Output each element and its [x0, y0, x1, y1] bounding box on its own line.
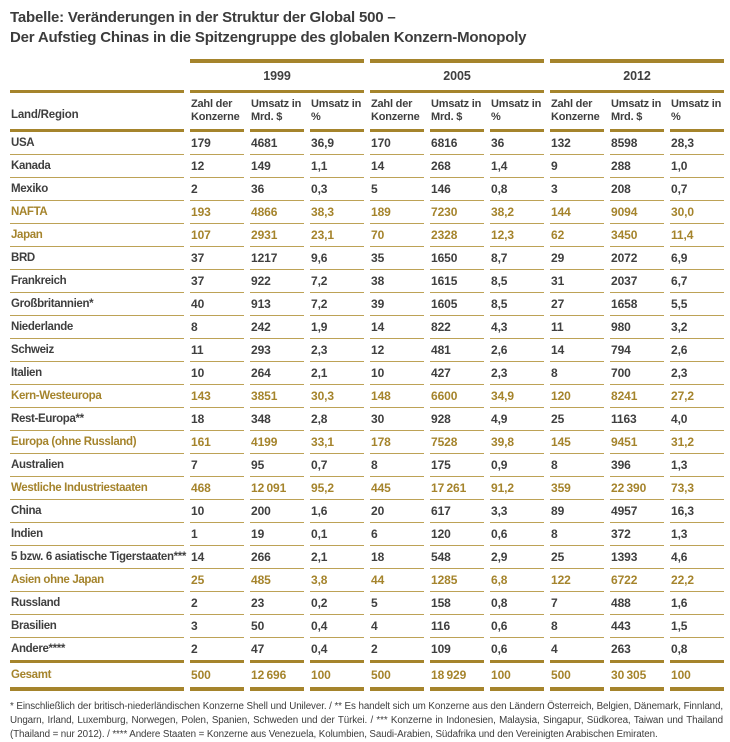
- cell-value: 1658: [610, 293, 664, 316]
- column-header-zahl-2012: Zahl der Konzerne: [550, 93, 604, 132]
- table-row: [10, 523, 724, 546]
- cell-value: 0,8: [490, 592, 544, 615]
- cell-value: 30: [370, 408, 424, 431]
- cell-value: 372: [610, 523, 664, 546]
- cell-value: 1650: [430, 247, 484, 270]
- cell-value: 2,3: [490, 362, 544, 385]
- cell-value: 2,3: [670, 362, 724, 385]
- cell-value: 548: [430, 546, 484, 569]
- table-row: [10, 569, 724, 592]
- cell-value: 1,3: [670, 454, 724, 477]
- cell-value: 0,1: [310, 523, 364, 546]
- cell-value: 14: [550, 339, 604, 362]
- cell-value: 6600: [430, 385, 484, 408]
- cell-value: 18: [370, 546, 424, 569]
- cell-value: 9,6: [310, 247, 364, 270]
- cell-value: 427: [430, 362, 484, 385]
- cell-value: 89: [550, 500, 604, 523]
- cell-value: 1,6: [310, 500, 364, 523]
- cell-value: 29: [550, 247, 604, 270]
- cell-value: 30,3: [310, 385, 364, 408]
- cell-value: 70: [370, 224, 424, 247]
- cell-value: 7: [190, 454, 244, 477]
- row-label: USA: [10, 132, 184, 155]
- cell-value: 2: [190, 592, 244, 615]
- cell-value: 8: [550, 362, 604, 385]
- cell-value: 37: [190, 247, 244, 270]
- cell-value: 2,6: [670, 339, 724, 362]
- cell-value: 3,2: [670, 316, 724, 339]
- cell-value: 120: [430, 523, 484, 546]
- cell-value: 1393: [610, 546, 664, 569]
- row-label: Kanada: [10, 155, 184, 178]
- cell-value: 0,9: [490, 454, 544, 477]
- row-label: Russland: [10, 592, 184, 615]
- table-row: [10, 500, 724, 523]
- cell-value: 2: [191, 641, 198, 656]
- cell-value: 4,6: [670, 546, 724, 569]
- global500-table: [4, 59, 730, 691]
- cell-value: 179: [190, 132, 244, 155]
- cell-value: 23,1: [310, 224, 364, 247]
- table-row: [10, 224, 724, 247]
- cell-value: 0,4: [311, 641, 328, 656]
- cell-value: 3450: [610, 224, 664, 247]
- cell-value: 3851: [250, 385, 304, 408]
- cell-value: 6816: [430, 132, 484, 155]
- cell-value: 7: [550, 592, 604, 615]
- cell-value: 62: [550, 224, 604, 247]
- cell-value: 3: [190, 615, 244, 638]
- cell-value: 30 305: [610, 660, 664, 691]
- cell-value: 0,2: [310, 592, 364, 615]
- row-label: Großbritannien*: [10, 293, 184, 316]
- cell-value: 8: [550, 615, 604, 638]
- cell-value: 4866: [250, 201, 304, 224]
- cell-value: 16,3: [670, 500, 724, 523]
- cell-value: 22 390: [610, 477, 664, 500]
- cell-value: 0,8: [671, 641, 688, 656]
- cell-value: 30,0: [670, 201, 724, 224]
- cell-value: 2,3: [310, 339, 364, 362]
- table-row: [10, 592, 724, 615]
- cell-value: 95,2: [310, 477, 364, 500]
- cell-value: 27: [550, 293, 604, 316]
- cell-value: 143: [190, 385, 244, 408]
- cell-value: 5,5: [670, 293, 724, 316]
- cell-value: 178: [370, 431, 424, 454]
- cell-value: 2,1: [310, 362, 364, 385]
- cell-value: 3: [550, 178, 604, 201]
- cell-value: 980: [610, 316, 664, 339]
- row-label: Niederlande: [10, 316, 184, 339]
- table-row: [10, 201, 724, 224]
- cell-value: 500: [550, 660, 604, 691]
- subheader-row: [10, 93, 724, 132]
- table-row: [10, 247, 724, 270]
- table-row: [10, 477, 724, 500]
- cell-value: 47: [251, 641, 265, 656]
- cell-value: 107: [190, 224, 244, 247]
- cell-value: 2931: [250, 224, 304, 247]
- year-header-row: [10, 59, 724, 93]
- cell-value: 11,4: [670, 224, 724, 247]
- cell-value: 31,2: [670, 431, 724, 454]
- cell-value: 39: [370, 293, 424, 316]
- row-label: Andere****: [11, 642, 66, 655]
- cell-value: 1,0: [670, 155, 724, 178]
- cell-value: 36: [490, 132, 544, 155]
- table-row: [10, 362, 724, 385]
- cell-value: 18: [190, 408, 244, 431]
- cell-value: 175: [430, 454, 484, 477]
- table-row: [10, 454, 724, 477]
- cell-value: 10: [370, 362, 424, 385]
- table-row: [10, 615, 724, 638]
- cell-value: 17 261: [430, 477, 484, 500]
- cell-value: 1615: [430, 270, 484, 293]
- cell-value: 4957: [610, 500, 664, 523]
- cell-value: 116: [430, 615, 484, 638]
- cell-value: 263: [611, 641, 631, 656]
- cell-value: 161: [190, 431, 244, 454]
- cell-value: 144: [550, 201, 604, 224]
- cell-value: 12: [370, 339, 424, 362]
- cell-value: 132: [550, 132, 604, 155]
- cell-value: 10: [190, 362, 244, 385]
- cell-value: 7528: [430, 431, 484, 454]
- cell-value: 617: [430, 500, 484, 523]
- cell-value: 0,3: [310, 178, 364, 201]
- column-header-zahl-2005: Zahl der Konzerne: [370, 93, 424, 132]
- year-header-1999: 1999: [190, 59, 364, 93]
- cell-value: 146: [430, 178, 484, 201]
- cell-value: 443: [610, 615, 664, 638]
- cell-value: 11: [190, 339, 244, 362]
- cell-value: 6722: [610, 569, 664, 592]
- cell-value: 91,2: [490, 477, 544, 500]
- row-label: Mexiko: [10, 178, 184, 201]
- cell-value: 8,7: [490, 247, 544, 270]
- cell-value: 2328: [430, 224, 484, 247]
- cell-value: 73,3: [670, 477, 724, 500]
- cell-value: 8,5: [490, 270, 544, 293]
- table-row: [10, 339, 724, 362]
- cell-value: 39,8: [490, 431, 544, 454]
- cell-value: 1,9: [310, 316, 364, 339]
- cell-value: 22,2: [670, 569, 724, 592]
- cell-value: 120: [550, 385, 604, 408]
- cell-value: 8: [190, 316, 244, 339]
- cell-value: 266: [250, 546, 304, 569]
- cell-value: 1163: [610, 408, 664, 431]
- cell-value: 264: [250, 362, 304, 385]
- cell-value: 12 091: [250, 477, 304, 500]
- cell-value: 7,2: [310, 293, 364, 316]
- table-row: [10, 660, 724, 691]
- cell-value: 25: [190, 569, 244, 592]
- cell-value: 8: [370, 454, 424, 477]
- cell-value: 33,1: [310, 431, 364, 454]
- table-row: [10, 132, 724, 155]
- cell-value: 100: [310, 660, 364, 691]
- cell-value: 500: [190, 660, 244, 691]
- cell-value: 170: [370, 132, 424, 155]
- cell-value: 4: [370, 615, 424, 638]
- cell-value: 193: [190, 201, 244, 224]
- cell-value: 1: [190, 523, 244, 546]
- row-label: Indien: [10, 523, 184, 546]
- cell-value: 2: [190, 178, 244, 201]
- column-header-umsatz-mrd-1999: Umsatz in Mrd. $: [250, 93, 304, 132]
- table-row: [10, 385, 724, 408]
- cell-value: 5: [370, 592, 424, 615]
- cell-value: 38: [370, 270, 424, 293]
- row-label: Italien: [10, 362, 184, 385]
- cell-value: 37: [190, 270, 244, 293]
- year-header-2005: 2005: [370, 59, 544, 93]
- corner-cell: [10, 59, 184, 93]
- column-header-umsatz-pct-1999: Umsatz in %: [310, 93, 364, 132]
- cell-value: 20: [370, 500, 424, 523]
- cell-value: 27,2: [670, 385, 724, 408]
- cell-value: 208: [610, 178, 664, 201]
- cell-value: 242: [250, 316, 304, 339]
- cell-value: 25: [550, 546, 604, 569]
- cell-value: 913: [250, 293, 304, 316]
- cell-value: 109: [431, 641, 451, 656]
- cell-value: 12: [190, 155, 244, 178]
- cell-value: 23: [250, 592, 304, 615]
- cell-value: 4: [551, 641, 558, 656]
- cell-value: 8: [550, 523, 604, 546]
- row-label: Rest-Europa**: [10, 408, 184, 431]
- cell-value: 445: [370, 477, 424, 500]
- cell-value: 2,9: [490, 546, 544, 569]
- cell-value: 9451: [610, 431, 664, 454]
- cell-value: 2,1: [310, 546, 364, 569]
- cell-value: 481: [430, 339, 484, 362]
- cell-value: 0,7: [670, 178, 724, 201]
- cell-value: 8: [550, 454, 604, 477]
- cell-value: 2037: [610, 270, 664, 293]
- cell-value: 0,7: [310, 454, 364, 477]
- cell-value: 18 929: [430, 660, 484, 691]
- row-label: Frankreich: [10, 270, 184, 293]
- cell-value: 40: [190, 293, 244, 316]
- table-row: [10, 270, 724, 293]
- cell-value: 500: [370, 660, 424, 691]
- cell-value: 4199: [250, 431, 304, 454]
- table-row: [10, 408, 724, 431]
- cell-value: 293: [250, 339, 304, 362]
- cell-value: 145: [550, 431, 604, 454]
- cell-value: 1217: [250, 247, 304, 270]
- cell-value: 10: [190, 500, 244, 523]
- row-label: Schweiz: [10, 339, 184, 362]
- cell-value: 19: [250, 523, 304, 546]
- column-header-umsatz-pct-2005: Umsatz in %: [490, 93, 544, 132]
- cell-value: 922: [250, 270, 304, 293]
- row-label: Japan: [10, 224, 184, 247]
- cell-value: 148: [370, 385, 424, 408]
- cell-value: 36,9: [310, 132, 364, 155]
- cell-value: 1,5: [670, 615, 724, 638]
- cell-value: 28,3: [670, 132, 724, 155]
- cell-value: 7,2: [310, 270, 364, 293]
- cell-value: 794: [610, 339, 664, 362]
- row-label: Gesamt: [10, 660, 184, 691]
- cell-value: 38,3: [310, 201, 364, 224]
- table-row: [10, 546, 724, 569]
- table-row: [10, 178, 724, 201]
- table-body: [10, 132, 724, 691]
- page-title-line1: Tabelle: Veränderungen in der Struktur der Global 500 –: [10, 9, 396, 26]
- table-row: [10, 431, 724, 454]
- cell-value: 268: [430, 155, 484, 178]
- cell-value: 4,3: [490, 316, 544, 339]
- row-label: Kern-Westeuropa: [10, 385, 184, 408]
- cell-value: 44: [370, 569, 424, 592]
- cell-value: 9: [550, 155, 604, 178]
- cell-value: 288: [610, 155, 664, 178]
- cell-value: 11: [550, 316, 604, 339]
- cell-value: 12,3: [490, 224, 544, 247]
- cell-value: 9094: [610, 201, 664, 224]
- cell-value: 200: [250, 500, 304, 523]
- year-header-2012: 2012: [550, 59, 724, 93]
- cell-value: 6,9: [670, 247, 724, 270]
- cell-value: 396: [610, 454, 664, 477]
- column-header-land-region: Land/Region: [10, 93, 184, 132]
- row-label: Westliche Industriestaaten: [10, 477, 184, 500]
- cell-value: 100: [670, 660, 724, 691]
- cell-value: 2072: [610, 247, 664, 270]
- row-label: Europa (ohne Russland): [10, 431, 184, 454]
- cell-value: 0,4: [310, 615, 364, 638]
- cell-value: 2: [371, 641, 378, 656]
- cell-value: 31: [550, 270, 604, 293]
- cell-value: 4,0: [670, 408, 724, 431]
- cell-value: 0,6: [490, 615, 544, 638]
- cell-value: 2,8: [310, 408, 364, 431]
- cell-value: 5: [370, 178, 424, 201]
- cell-value: 158: [430, 592, 484, 615]
- cell-value: 1605: [430, 293, 484, 316]
- cell-value: 50: [250, 615, 304, 638]
- cell-value: 359: [550, 477, 604, 500]
- cell-value: 4,9: [490, 408, 544, 431]
- cell-value: 149: [250, 155, 304, 178]
- cell-value: 0,8: [490, 178, 544, 201]
- cell-value: 1285: [430, 569, 484, 592]
- cell-value: 3,8: [310, 569, 364, 592]
- cell-value: 928: [430, 408, 484, 431]
- cell-value: 0,6: [491, 641, 508, 656]
- cell-value: 822: [430, 316, 484, 339]
- column-header-umsatz-mrd-2012: Umsatz in Mrd. $: [610, 93, 664, 132]
- cell-value: 6,8: [490, 569, 544, 592]
- cell-value: 14: [370, 316, 424, 339]
- row-label: China: [10, 500, 184, 523]
- cell-value: 488: [610, 592, 664, 615]
- cell-value: 8598: [610, 132, 664, 155]
- cell-value: 1,3: [670, 523, 724, 546]
- cell-value: 1,4: [490, 155, 544, 178]
- cell-value: 485: [250, 569, 304, 592]
- cell-value: 0,6: [490, 523, 544, 546]
- cell-value: 95: [250, 454, 304, 477]
- row-label: 5 bzw. 6 asiatische Tigerstaaten***: [10, 546, 184, 569]
- cell-value: 6,7: [670, 270, 724, 293]
- column-header-umsatz-mrd-2005: Umsatz in Mrd. $: [430, 93, 484, 132]
- cell-value: 4681: [250, 132, 304, 155]
- cell-value: 468: [190, 477, 244, 500]
- cell-value: 122: [550, 569, 604, 592]
- row-label: BRD: [10, 247, 184, 270]
- cell-value: 14: [190, 546, 244, 569]
- cell-value: 7230: [430, 201, 484, 224]
- cell-value: 700: [610, 362, 664, 385]
- row-label: Brasilien: [10, 615, 184, 638]
- cell-value: 6: [370, 523, 424, 546]
- cell-value: 2,6: [490, 339, 544, 362]
- row-label: Australien: [10, 454, 184, 477]
- cell-value: 36: [250, 178, 304, 201]
- cell-value: 8241: [610, 385, 664, 408]
- table-row: [10, 638, 724, 660]
- cell-value: 38,2: [490, 201, 544, 224]
- page-title: [10, 8, 729, 49]
- cell-value: 348: [250, 408, 304, 431]
- cell-value: 100: [490, 660, 544, 691]
- cell-value: 25: [550, 408, 604, 431]
- row-label: NAFTA: [10, 201, 184, 224]
- cell-value: 1,6: [670, 592, 724, 615]
- row-label: Asien ohne Japan: [10, 569, 184, 592]
- column-header-zahl-1999: Zahl der Konzerne: [190, 93, 244, 132]
- table-row: [10, 293, 724, 316]
- cell-value: 12 696: [250, 660, 304, 691]
- cell-value: 3,3: [490, 500, 544, 523]
- footnote: * Einschließlich der britisch-niederländischen Konzerne Shell und Unilever. / ** Es handelt sich um Konzerne aus den Ländern Österreich, Belgien, Dänemark, Finnland, Ungarn, Irland, Luxemburg, Norwegen, Polen, Spanien, Schweden und der Türkei. / *** Konzerne in Indonesien, Malaysia, Singapur, Südkorea, Taiwan und Thailand (Thailand = nur 2012). / **** Andere Staaten = Konzerne aus Venezuela, Kolumbien, Saudi-Arabien, Südafrika und den Vereinigten Arabischen Emiraten.: [10, 700, 723, 741]
- cell-value: 14: [370, 155, 424, 178]
- column-header-umsatz-pct-2012: Umsatz in %: [670, 93, 724, 132]
- cell-value: 189: [370, 201, 424, 224]
- cell-value: 34,9: [490, 385, 544, 408]
- table-row: [10, 316, 724, 339]
- cell-value: 8,5: [490, 293, 544, 316]
- cell-value: 35: [370, 247, 424, 270]
- cell-value: 1,1: [310, 155, 364, 178]
- table-row: [10, 155, 724, 178]
- page-title-line2: Der Aufstieg Chinas in die Spitzengruppe des globalen Konzern-Monopoly: [10, 29, 527, 47]
